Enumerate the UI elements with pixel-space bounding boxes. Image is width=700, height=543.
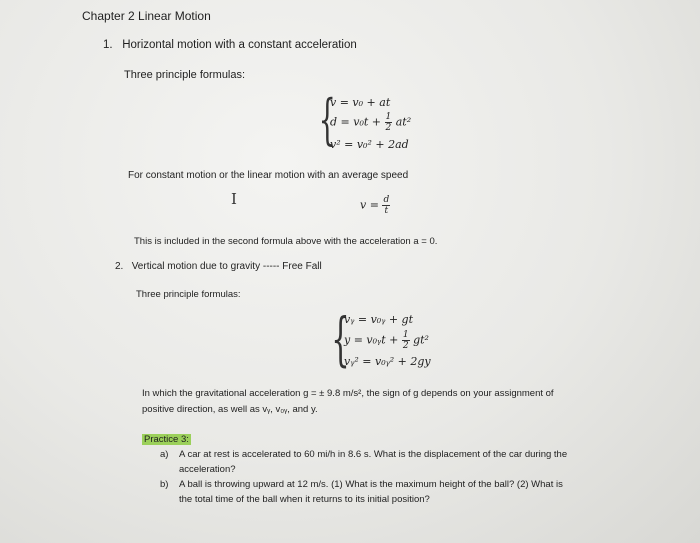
average-speed-formula: v = $\frac{d}{t}$ bbox=[360, 195, 390, 216]
section1-brace: { bbox=[318, 88, 336, 151]
section2-heading bbox=[115, 261, 322, 272]
practice-b-line1: A ball is throwing upward at 12 m/s. (1) What is the maximum height of the ball? (2) What is bbox=[179, 479, 563, 490]
section2-number: 2. bbox=[115, 261, 124, 272]
practice-b-marker: b) bbox=[160, 479, 169, 490]
section1-title: Horizontal motion with a constant acceleration bbox=[122, 39, 357, 51]
section1-heading bbox=[103, 39, 357, 51]
constant-motion-text: For constant motion or the linear motion with an average speed bbox=[128, 170, 409, 181]
practice-b-line2: the total time of the ball when it returns to its initial position? bbox=[179, 494, 430, 505]
section2-eq2: y = v₀ᵧt + $\frac{1}{2}$ gt² bbox=[344, 330, 429, 351]
practice-a-line2: acceleration? bbox=[179, 464, 236, 475]
section1-eq2: d = v₀t + $\frac{1}{2}$ at² bbox=[330, 112, 412, 133]
section1-eq3: v² = v₀² + 2ad bbox=[330, 138, 409, 151]
section1-formulas-label: Three principle formulas: bbox=[124, 69, 246, 81]
section2-title: Vertical motion due to gravity ----- Free Fall bbox=[131, 261, 322, 272]
practice-label: Practice 3: bbox=[144, 434, 189, 445]
section2-formulas-label: Three principle formulas: bbox=[136, 289, 241, 300]
section2-eq3: vᵧ² = v₀ᵧ² + 2gy bbox=[344, 355, 431, 368]
practice-a-marker: a) bbox=[160, 449, 169, 460]
section2-eq1: vᵧ = v₀ᵧ + gt bbox=[344, 313, 414, 326]
chapter-title: Chapter 2 Linear Motion bbox=[82, 9, 211, 23]
section2-brace: { bbox=[331, 305, 350, 373]
section1-eq1: v = v₀ + at bbox=[330, 96, 391, 109]
text-cursor-icon: I bbox=[231, 190, 237, 208]
included-text: This is included in the second formula above with the acceleration a = 0. bbox=[134, 236, 438, 247]
practice-a-line1: A car at rest is accelerated to 60 mi/h in 8.6 s. What is the displacement of the car during the bbox=[179, 449, 568, 460]
section1-number: 1. bbox=[103, 39, 113, 51]
gravity-text-line2: positive direction, as well as vᵧ, v₀ᵧ, and y. bbox=[142, 404, 318, 415]
gravity-text-line1: In which the gravitational acceleration g = ± 9.8 m/s², the sign of g depends on your assignment of bbox=[142, 388, 554, 399]
